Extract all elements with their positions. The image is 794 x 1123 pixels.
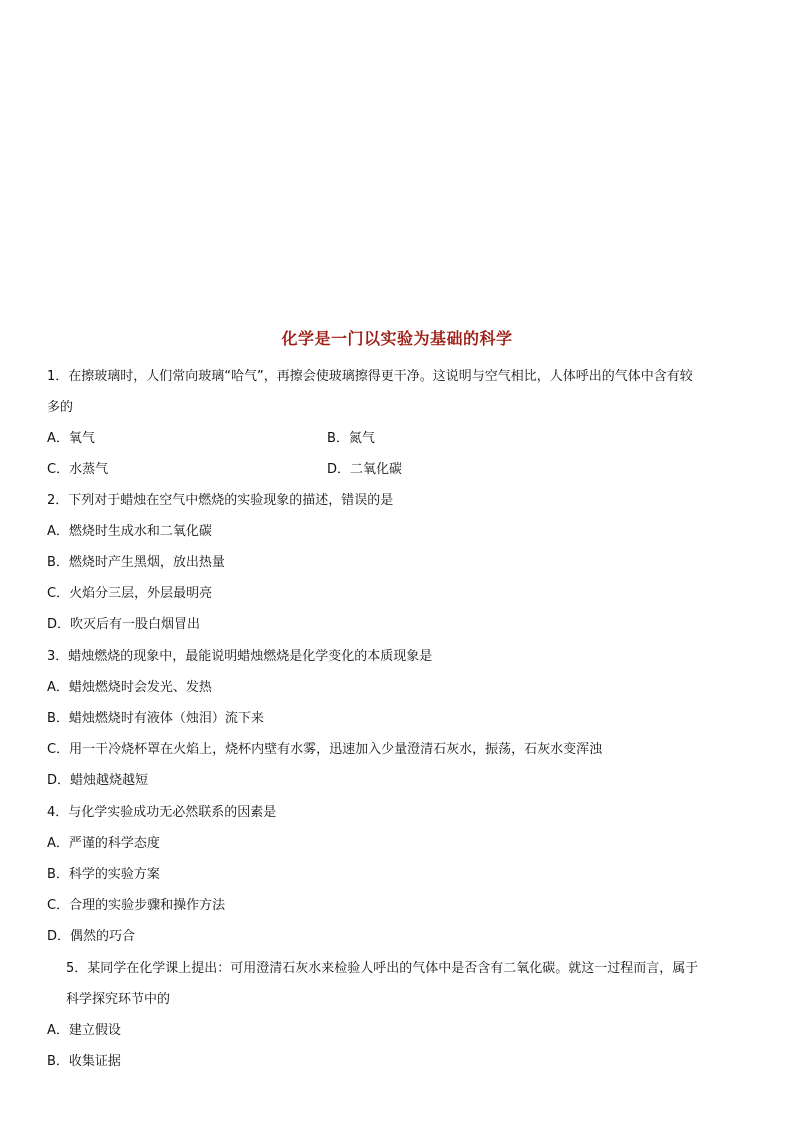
question-1-stem-line-1: 1．在擦玻璃时，人们常向玻璃“哈气”，再擦会使玻璃擦得更干净。这说明与空气相比，人体呼出的气体中含有较 bbox=[47, 369, 693, 384]
question-1-option-d: D．二氧化碳 bbox=[327, 462, 403, 477]
question-5-option-a: A．建立假设 bbox=[47, 1023, 121, 1038]
question-3-stem: 3．蜡烛燃烧的现象中，最能说明蜡烛燃烧是化学变化的本质现象是 bbox=[47, 649, 433, 664]
question-2-option-b: B．燃烧时产生黑烟，放出热量 bbox=[47, 555, 225, 570]
question-4-option-d: D．偶然的巧合 bbox=[47, 929, 136, 944]
question-2-option-c: C．火焰分三层，外层最明亮 bbox=[47, 586, 213, 601]
question-2-option-d: D．吹灭后有一股白烟冒出 bbox=[47, 617, 201, 632]
question-2-stem: 2．下列对于蜡烛在空气中燃烧的实验现象的描述，错误的是 bbox=[47, 493, 394, 508]
question-3-option-b: B．蜡烛燃烧时有液体（烛泪）流下来 bbox=[47, 711, 264, 726]
question-4-option-c: C．合理的实验步骤和操作方法 bbox=[47, 898, 226, 913]
question-1-option-c: C．水蒸气 bbox=[47, 462, 109, 477]
question-1-option-a: A．氧气 bbox=[47, 431, 95, 446]
question-1-option-b: B．氮气 bbox=[327, 431, 375, 446]
question-3-option-a: A．蜡烛燃烧时会发光、发热 bbox=[47, 680, 212, 695]
question-3-option-d: D．蜡烛越烧越短 bbox=[47, 773, 149, 788]
question-4-stem: 4．与化学实验成功无必然联系的因素是 bbox=[47, 805, 277, 820]
page-title: 化学是一门以实验为基础的科学 bbox=[281, 329, 513, 348]
question-3-option-c: C．用一干冷烧杯罩在火焰上，烧杯内壁有水雾，迅速加入少量澄清石灰水，振荡，石灰水变浑浊 bbox=[47, 742, 603, 757]
question-5-stem-line-2: 科学探究环节中的 bbox=[66, 992, 171, 1007]
question-2-option-a: A．燃烧时生成水和二氧化碳 bbox=[47, 524, 212, 539]
question-1-stem-line-2: 多的 bbox=[47, 400, 74, 415]
question-5-option-b: B．收集证据 bbox=[47, 1054, 121, 1069]
question-4-option-a: A．严谨的科学态度 bbox=[47, 836, 160, 851]
question-4-option-b: B．科学的实验方案 bbox=[47, 867, 160, 882]
question-5-stem-line-1: 5．某同学在化学课上提出：可用澄清石灰水来检验人呼出的气体中是否含有二氧化碳。就这一过程而言，属于 bbox=[66, 961, 699, 976]
